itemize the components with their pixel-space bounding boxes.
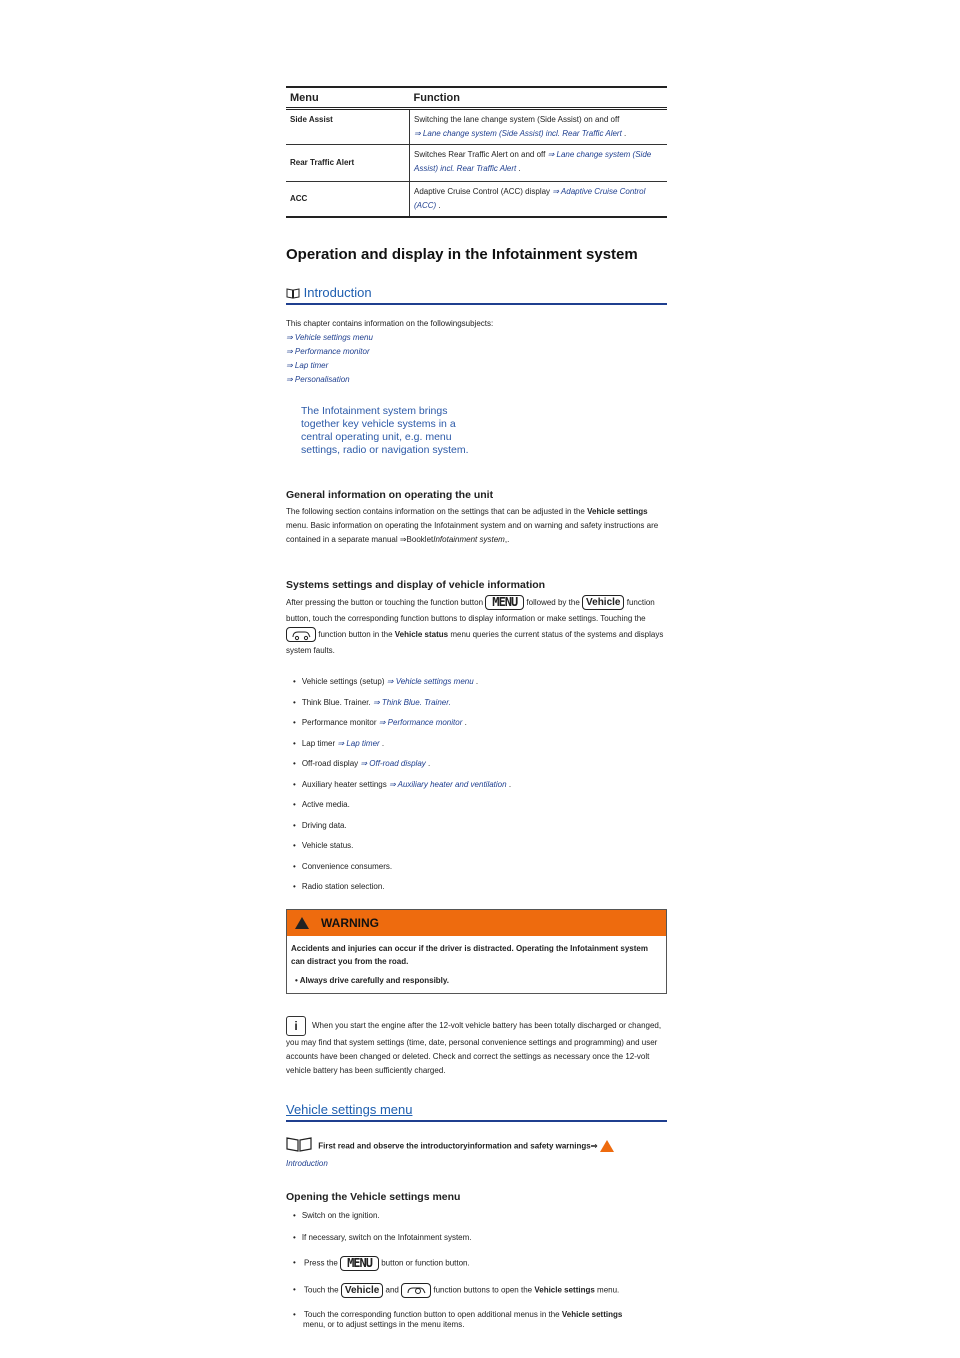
item-text: Driving data.	[301, 820, 347, 830]
systems-title: Systems settings and display of vehicle information	[286, 579, 546, 591]
step-text: button or function button.	[381, 1258, 470, 1268]
col-header-menu: Menu	[286, 87, 410, 109]
book-icon	[286, 1136, 312, 1157]
info-text: When you start the engine after the 12-volt vehicle battery has been totally discharged or changed, you may find that system settings (time, date, personal convenience settings and programming) and user accounts have been changed or deleted. Check and correct the settings as necessary once the 12-volt vehicle battery has been sufficiently charged.	[286, 1020, 662, 1075]
systems-text-4: Touching the	[600, 614, 646, 623]
item-link[interactable]: ⇒ Off-road display	[360, 759, 426, 768]
book-icon	[286, 287, 300, 302]
subject-link[interactable]: ⇒ Vehicle settings menu	[286, 333, 373, 342]
item-link[interactable]: ⇒ Auxiliary heater and ventilation	[388, 779, 507, 789]
step-text: Switch on the ignition.	[301, 1210, 380, 1220]
table-row	[286, 145, 667, 182]
vehicle-status-button[interactable]	[286, 627, 316, 642]
vehicle-settings-heading	[286, 1102, 667, 1122]
list-item	[293, 882, 667, 893]
item-text: Lap timer	[301, 738, 336, 748]
function-text: Switching the lane change system (Side Assist) on and off	[414, 115, 620, 124]
list-item	[293, 677, 667, 688]
systems-text-1: After pressing the button or touching the function button	[286, 598, 484, 607]
subject-link[interactable]: ⇒ Personalisation	[286, 375, 350, 384]
subject-link[interactable]: ⇒ Performance monitor	[286, 347, 370, 356]
warning-header	[287, 910, 666, 936]
function-link[interactable]: ⇒ Lane change system (Side Assist) incl. Rear Traffic Alert	[414, 129, 622, 138]
function-table	[286, 86, 667, 218]
list-item	[293, 718, 667, 729]
list-item	[293, 1211, 667, 1222]
car-icon	[287, 628, 315, 641]
vehicle-button[interactable]: Vehicle	[582, 595, 624, 610]
list-item	[293, 1310, 667, 1331]
list-item	[293, 1233, 667, 1244]
page-title: Operation and display in the Infotainment system	[286, 246, 638, 263]
function-text: Adaptive Cruise Control (ACC) display	[414, 187, 551, 196]
list-item	[293, 739, 667, 750]
item-text: Radio station selection.	[301, 882, 385, 891]
warning-icon	[600, 1140, 614, 1152]
systems-list	[293, 677, 667, 893]
step-text: Touch the corresponding function button to open additional menus in the	[303, 1309, 560, 1319]
car-settings-icon	[402, 1284, 430, 1297]
menu-cell: ACC	[286, 182, 410, 218]
col-header-function: Function	[410, 87, 668, 109]
read-first-text: First read and observe the introductoryinformation and safety warnings⇒	[318, 1141, 598, 1151]
list-item	[293, 821, 667, 832]
menu-button[interactable]: MENU	[340, 1256, 379, 1271]
function-cell	[410, 109, 668, 145]
item-link[interactable]: ⇒ Lap timer	[337, 738, 380, 748]
warning-text: Accidents and injuries can occur if the driver is distracted. Operating the Infotainment system can distract you from the road.	[291, 943, 648, 966]
list-item	[293, 698, 667, 709]
list-item	[293, 780, 667, 791]
item-text: Think Blue. Trainer.	[301, 697, 371, 707]
general-info-text	[286, 505, 667, 547]
introduction-title: Introduction	[303, 285, 372, 300]
general-bold: Vehicle settings	[587, 507, 648, 516]
opening-menu-title: Opening the Vehicle settings menu	[286, 1190, 461, 1203]
item-text: Convenience consumers.	[301, 861, 393, 871]
callout-text: The Infotainment system brings together key vehicle systems in a central operating unit, e.g. menu settings, radio or navigation system.	[301, 405, 469, 456]
item-link[interactable]: ⇒ Think Blue. Trainer.	[372, 697, 451, 707]
function-link[interactable]: ⇒ Lane change system (Side Assist) incl. Rear Traffic Alert	[414, 150, 652, 173]
item-tail: .	[475, 677, 479, 686]
table-row	[286, 182, 667, 218]
systems-text-6: menu queries the current status of the systems and displays system faults.	[286, 630, 664, 655]
step-text: function buttons to open the	[433, 1285, 533, 1295]
item-link[interactable]: ⇒ Vehicle settings menu	[386, 677, 474, 686]
item-tail: .	[428, 759, 431, 768]
list-item	[293, 1256, 667, 1271]
table-row	[286, 109, 667, 145]
general-text-1: The following section contains information on the settings that can be adjusted in the	[286, 507, 585, 516]
step-text: Press the	[304, 1258, 338, 1268]
step-text: menu.	[597, 1285, 620, 1295]
introduction-lead: This chapter contains information on the followingsubjects:	[286, 319, 494, 328]
step-text: menu, or to adjust settings in the menu items.	[303, 1320, 465, 1329]
function-tail: .	[438, 201, 441, 210]
step-text: Touch the	[303, 1285, 339, 1295]
systems-text-2: followed by the	[526, 598, 580, 607]
item-text: Vehicle status.	[301, 841, 354, 850]
systems-text-3: function button, touch the corresponding function buttons to display information or make settings.	[286, 598, 655, 623]
item-tail: .	[381, 738, 385, 748]
list-item	[293, 800, 667, 811]
systems-text	[286, 595, 667, 659]
menu-button[interactable]: MENU	[485, 595, 524, 610]
vehicle-button[interactable]: Vehicle	[341, 1283, 383, 1298]
item-tail: .	[464, 718, 467, 727]
item-text: Performance monitor	[301, 718, 377, 727]
item-text: Off-road display	[301, 759, 359, 768]
item-text: Auxiliary heater settings	[301, 779, 387, 789]
item-text: Vehicle settings (setup)	[301, 677, 385, 686]
list-item	[293, 862, 667, 873]
step-text: and	[385, 1285, 399, 1295]
function-cell	[410, 145, 668, 182]
step-text: If necessary, switch on the Infotainment system.	[301, 1233, 472, 1242]
function-tail: .	[624, 129, 627, 138]
warning-body	[287, 936, 666, 993]
step-bold: Vehicle settings	[561, 1309, 623, 1319]
menu-cell: Side Assist	[286, 109, 410, 145]
general-italic: Infotainment system	[433, 535, 505, 544]
function-text: Switches Rear Traffic Alert on and off	[414, 150, 546, 159]
function-tail: .	[518, 164, 521, 173]
general-text-2: menu. Basic information on operating the Infotainment system and on warning and safety instructions are contained in a separate manual ⇒Booklet	[286, 521, 659, 544]
item-link[interactable]: ⇒ Performance monitor	[378, 718, 463, 727]
manual-page	[286, 86, 667, 1341]
introduction-link[interactable]: Introduction	[286, 1158, 328, 1168]
list-item	[293, 759, 667, 770]
menu-cell: Rear Traffic Alert	[286, 145, 410, 182]
introduction-heading	[286, 285, 667, 305]
read-first-note	[286, 1136, 667, 1171]
info-note	[286, 1016, 667, 1078]
function-link[interactable]: ⇒ Adaptive Cruise Control (ACC)	[414, 187, 646, 210]
info-icon: i	[286, 1016, 306, 1036]
systems-bold: Vehicle status	[394, 630, 449, 639]
general-info-title: General information on operating the unit	[286, 489, 494, 501]
list-item	[293, 841, 667, 852]
steps-list	[293, 1211, 667, 1331]
introduction-body	[286, 317, 667, 387]
vehicle-settings-title: Vehicle settings menu	[286, 1101, 413, 1117]
settings-button[interactable]	[401, 1283, 431, 1298]
subject-link[interactable]: ⇒ Lap timer	[286, 361, 329, 370]
list-item	[293, 1283, 667, 1298]
systems-section	[286, 579, 667, 893]
function-cell	[410, 182, 668, 218]
item-text: Active media.	[301, 800, 350, 809]
warning-bullet: • Always drive carefully and responsibly.	[295, 975, 449, 985]
general-info-section	[286, 489, 667, 547]
warning-box	[286, 909, 667, 994]
warning-icon	[295, 917, 309, 929]
step-bold: Vehicle settings	[534, 1285, 595, 1295]
systems-text-5: function button in the	[318, 630, 393, 639]
warning-bullet-text: Always drive carefully and responsibly.	[299, 975, 449, 985]
general-text-3: ,.	[504, 535, 510, 544]
warning-title: WARNING	[321, 915, 379, 930]
item-tail: .	[508, 779, 512, 789]
